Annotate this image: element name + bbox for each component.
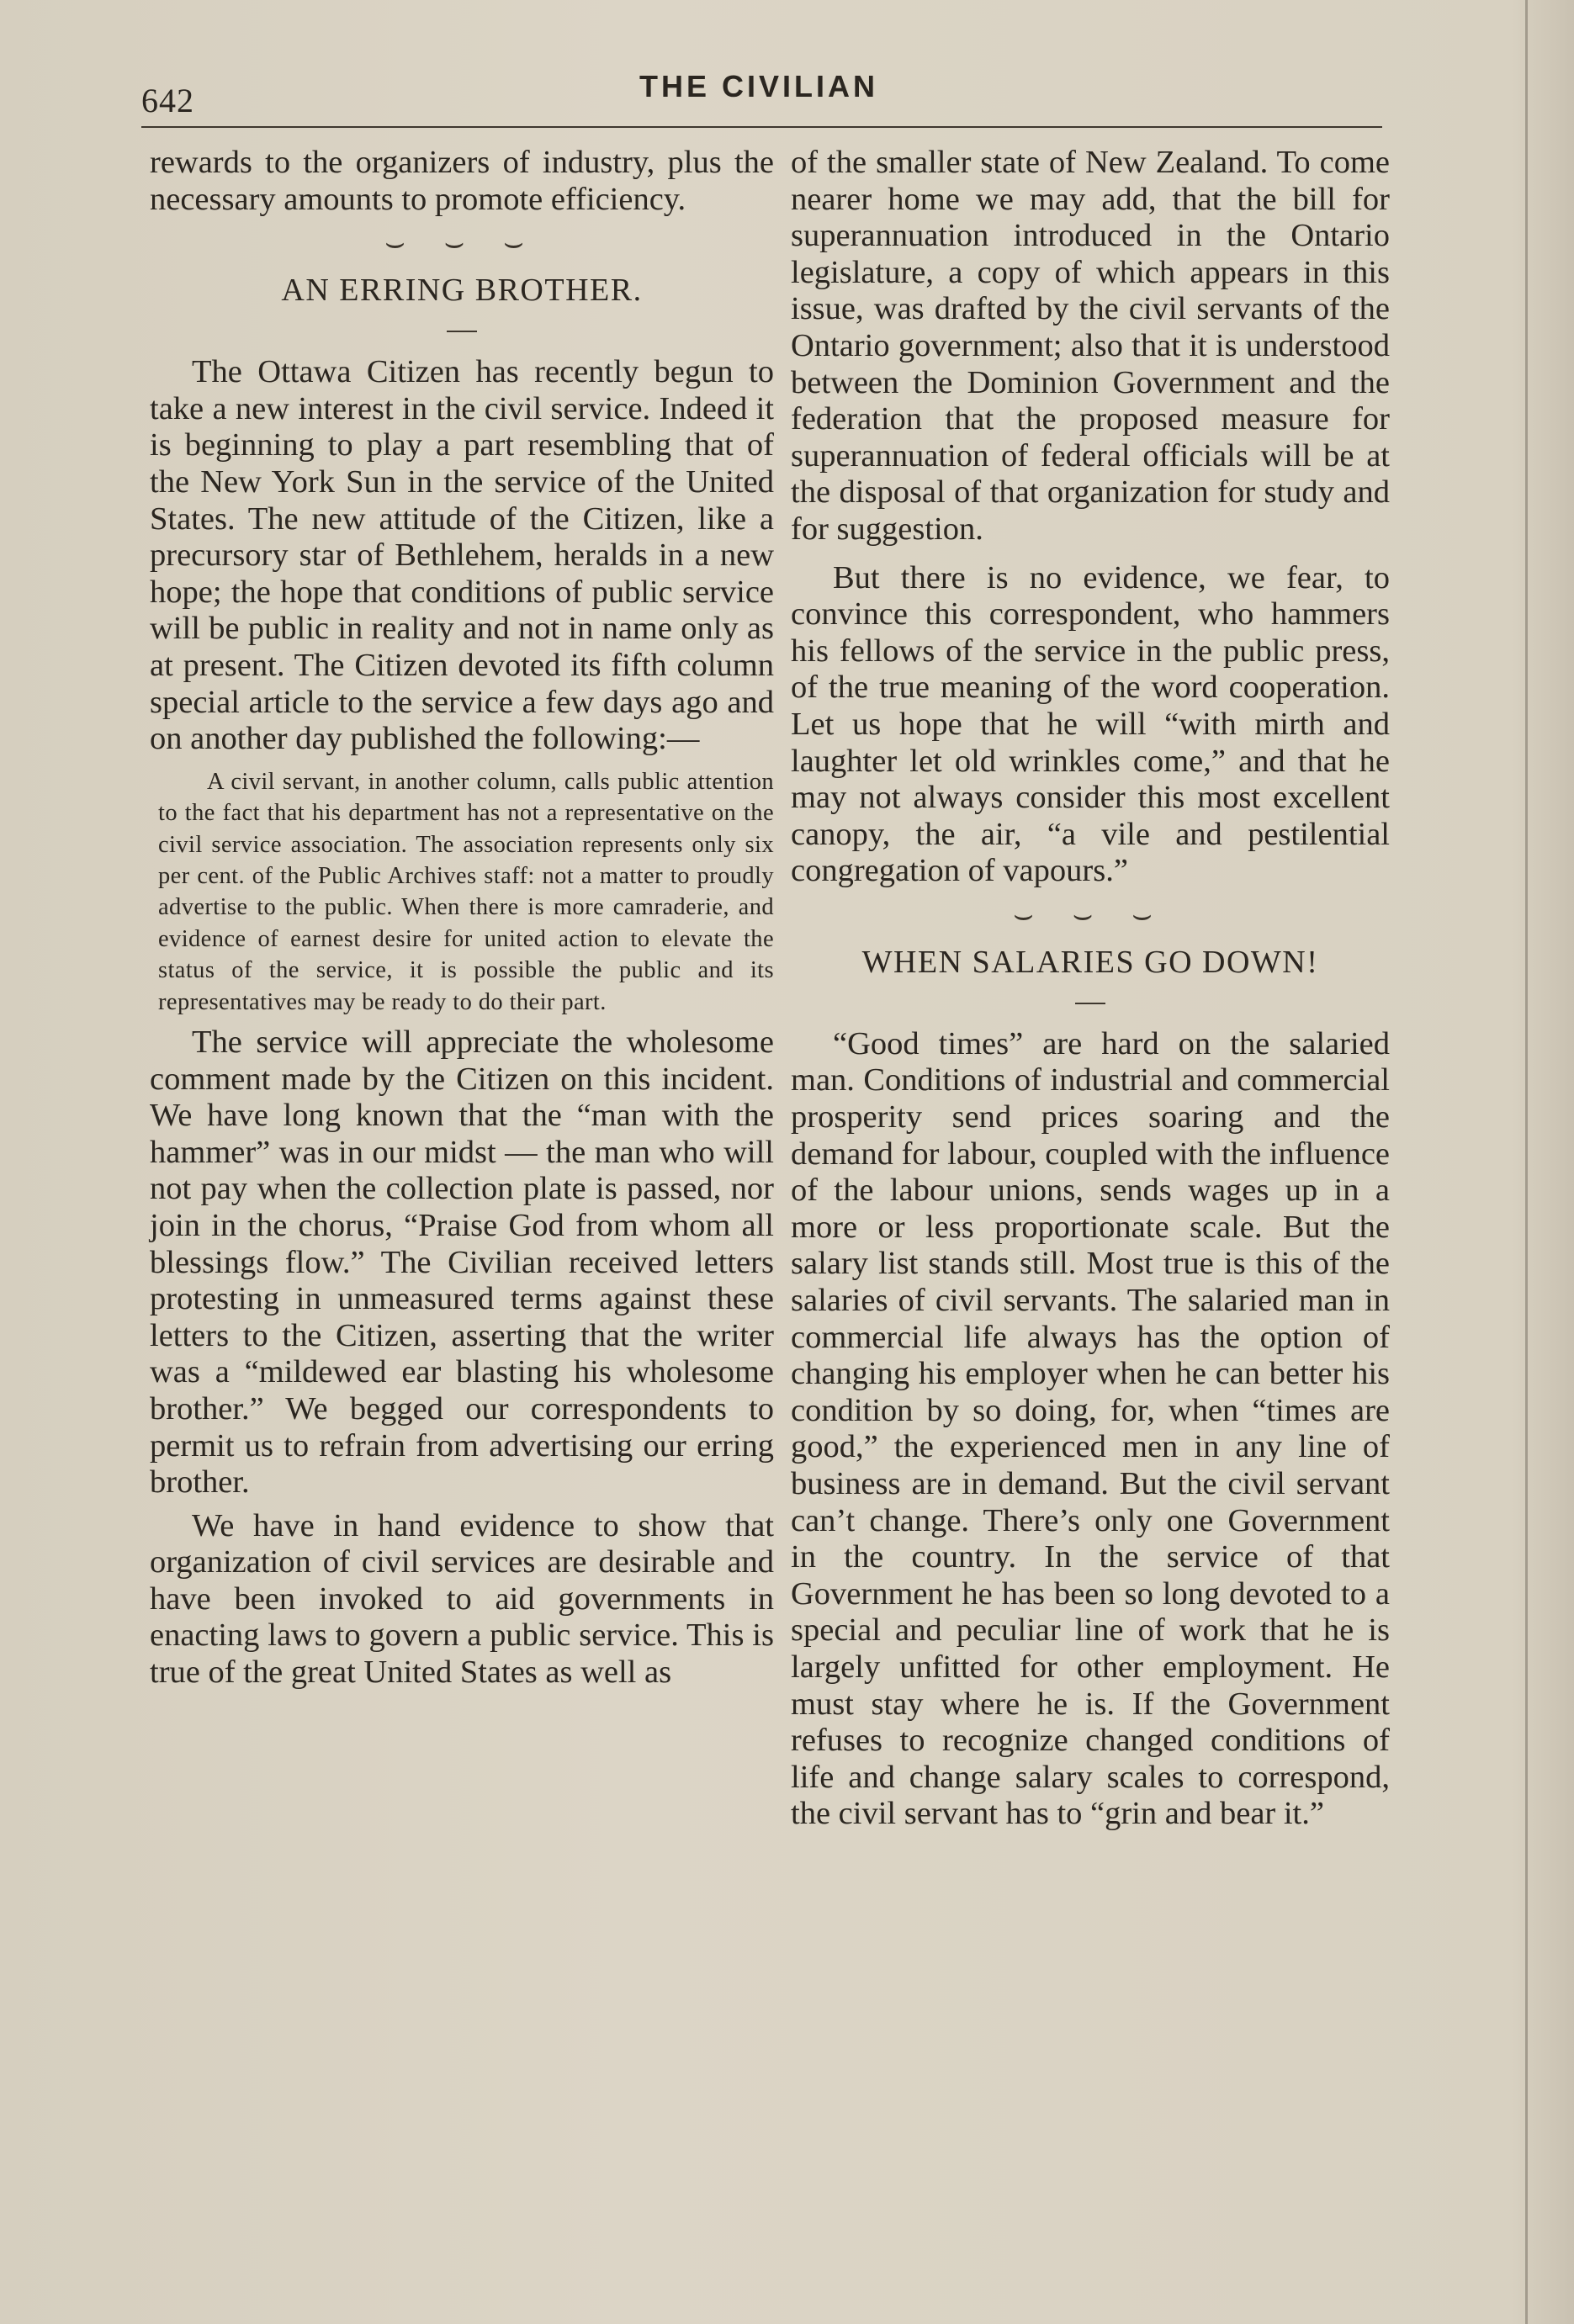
intro-paragraph: rewards to the organizers of industry, plus the necessary amounts to promote efficiency.: [150, 145, 774, 217]
article-paragraph: “Good times” are hard on the salaried man. Conditions of industrial and commercial prosperity send prices soaring and the demand for labour, coupled with the influence of the labour unions, sends wages up in a more or less proportionate scale. But the salary list stands still. Most true is this of the salaries of civil servants. The salaried man in commercial life always has the option of changing his employer when he can better his condition by so doing, for, when “times are good,” the experienced men in any line of business are in demand. But the civil servant can’t change. There’s only one Government in the country. In the service of that Government he has been so long devoted to a special and peculiar line of work that he is largely unfitted for other employment. He must stay where he is. If the Government refuses to recognize changed conditions of life and change salary scales to correspond, the civil servant has to “grin and bear it.”: [791, 1025, 1390, 1832]
section-ornament: ⌣ ⌣ ⌣: [384, 225, 539, 262]
heading-dash: [1075, 1003, 1105, 1004]
quoted-excerpt: A civil servant, in another column, calls public attention to the fact that his department has not a representative on the civil service association. The association represents only six per cent. of the Public Archives staff: not a matter to proudly advertise to the public. When there is more camraderie, and evidence of earnest desire for united action to elevate the status of the service, it is possible the public and its representatives may be ready to do their part.: [158, 768, 774, 1015]
right-column: [791, 145, 1390, 1833]
header-rule: [141, 126, 1382, 128]
page-number: 642: [141, 82, 194, 119]
article-paragraph: But there is no evidence, we fear, to convince this correspondent, who hammers his fellows of the service in the public press, of the true meaning of the word cooperation. Let us hope that he will “with mirth and laughter let old wrinkles come,” and that he may not always consider this most excellent canopy, the air, “a vile and pestilential congregation of vapours.”: [791, 559, 1390, 889]
running-head-title: THE CIVILIAN: [639, 69, 879, 103]
page-edge-shadow: [1525, 0, 1528, 2324]
section-ornament: ⌣ ⌣ ⌣: [1012, 897, 1168, 933]
article-paragraph: The Ottawa Citizen has recently begun to take a new interest in the civil service. Indeed it is beginning to play a part resembling that of the New York Sun in the service of the United States. The new attitude of the Citizen, like a precursory star of Bethlehem, heralds in a new hope; the hope that conditions of public service will be public in reality and not in name only as at present. The Citizen devoted its fifth column special article to the service a few days ago and on another day published the following:—: [150, 354, 774, 757]
left-column: [150, 145, 774, 1691]
article-paragraph: The service will appreciate the wholesome comment made by the Citizen on this incident. We have long known that the “man with the hammer” was in our midst — the man who will not pay when the collection plate is passed, nor join in the chorus, “Praise God from whom all blessings flow.” The Civilian received letters protesting in unmeasured terms against these letters to the Citizen, asserting that the writer was a “mildewed ear blasting his wholesome brother.” We begged our correspondents to permit us to refrain from advertising our erring brother.: [150, 1024, 774, 1501]
article-paragraph: of the smaller state of New Zealand. To come nearer home we may add, that the bill for superannuation introduced in the Ontario legislature, a copy of which appears in this issue, was drafted by the civil servants of the Ontario government; also that it is understood between the Dominion Government and the federation that the proposed measure for superannuation of federal officials will be at the disposal of that organization for study and for suggestion.: [791, 145, 1390, 547]
article-heading-erring-brother: AN ERRING BROTHER.: [281, 273, 643, 309]
article-paragraph: We have in hand evidence to show that organization of civil services are desirable and have been invoked to aid governments in enacting laws to govern a public service. This is true of the great United States as well as: [150, 1507, 774, 1691]
article-heading-salaries: WHEN SALARIES GO DOWN!: [861, 944, 1319, 980]
heading-dash: [447, 331, 477, 332]
